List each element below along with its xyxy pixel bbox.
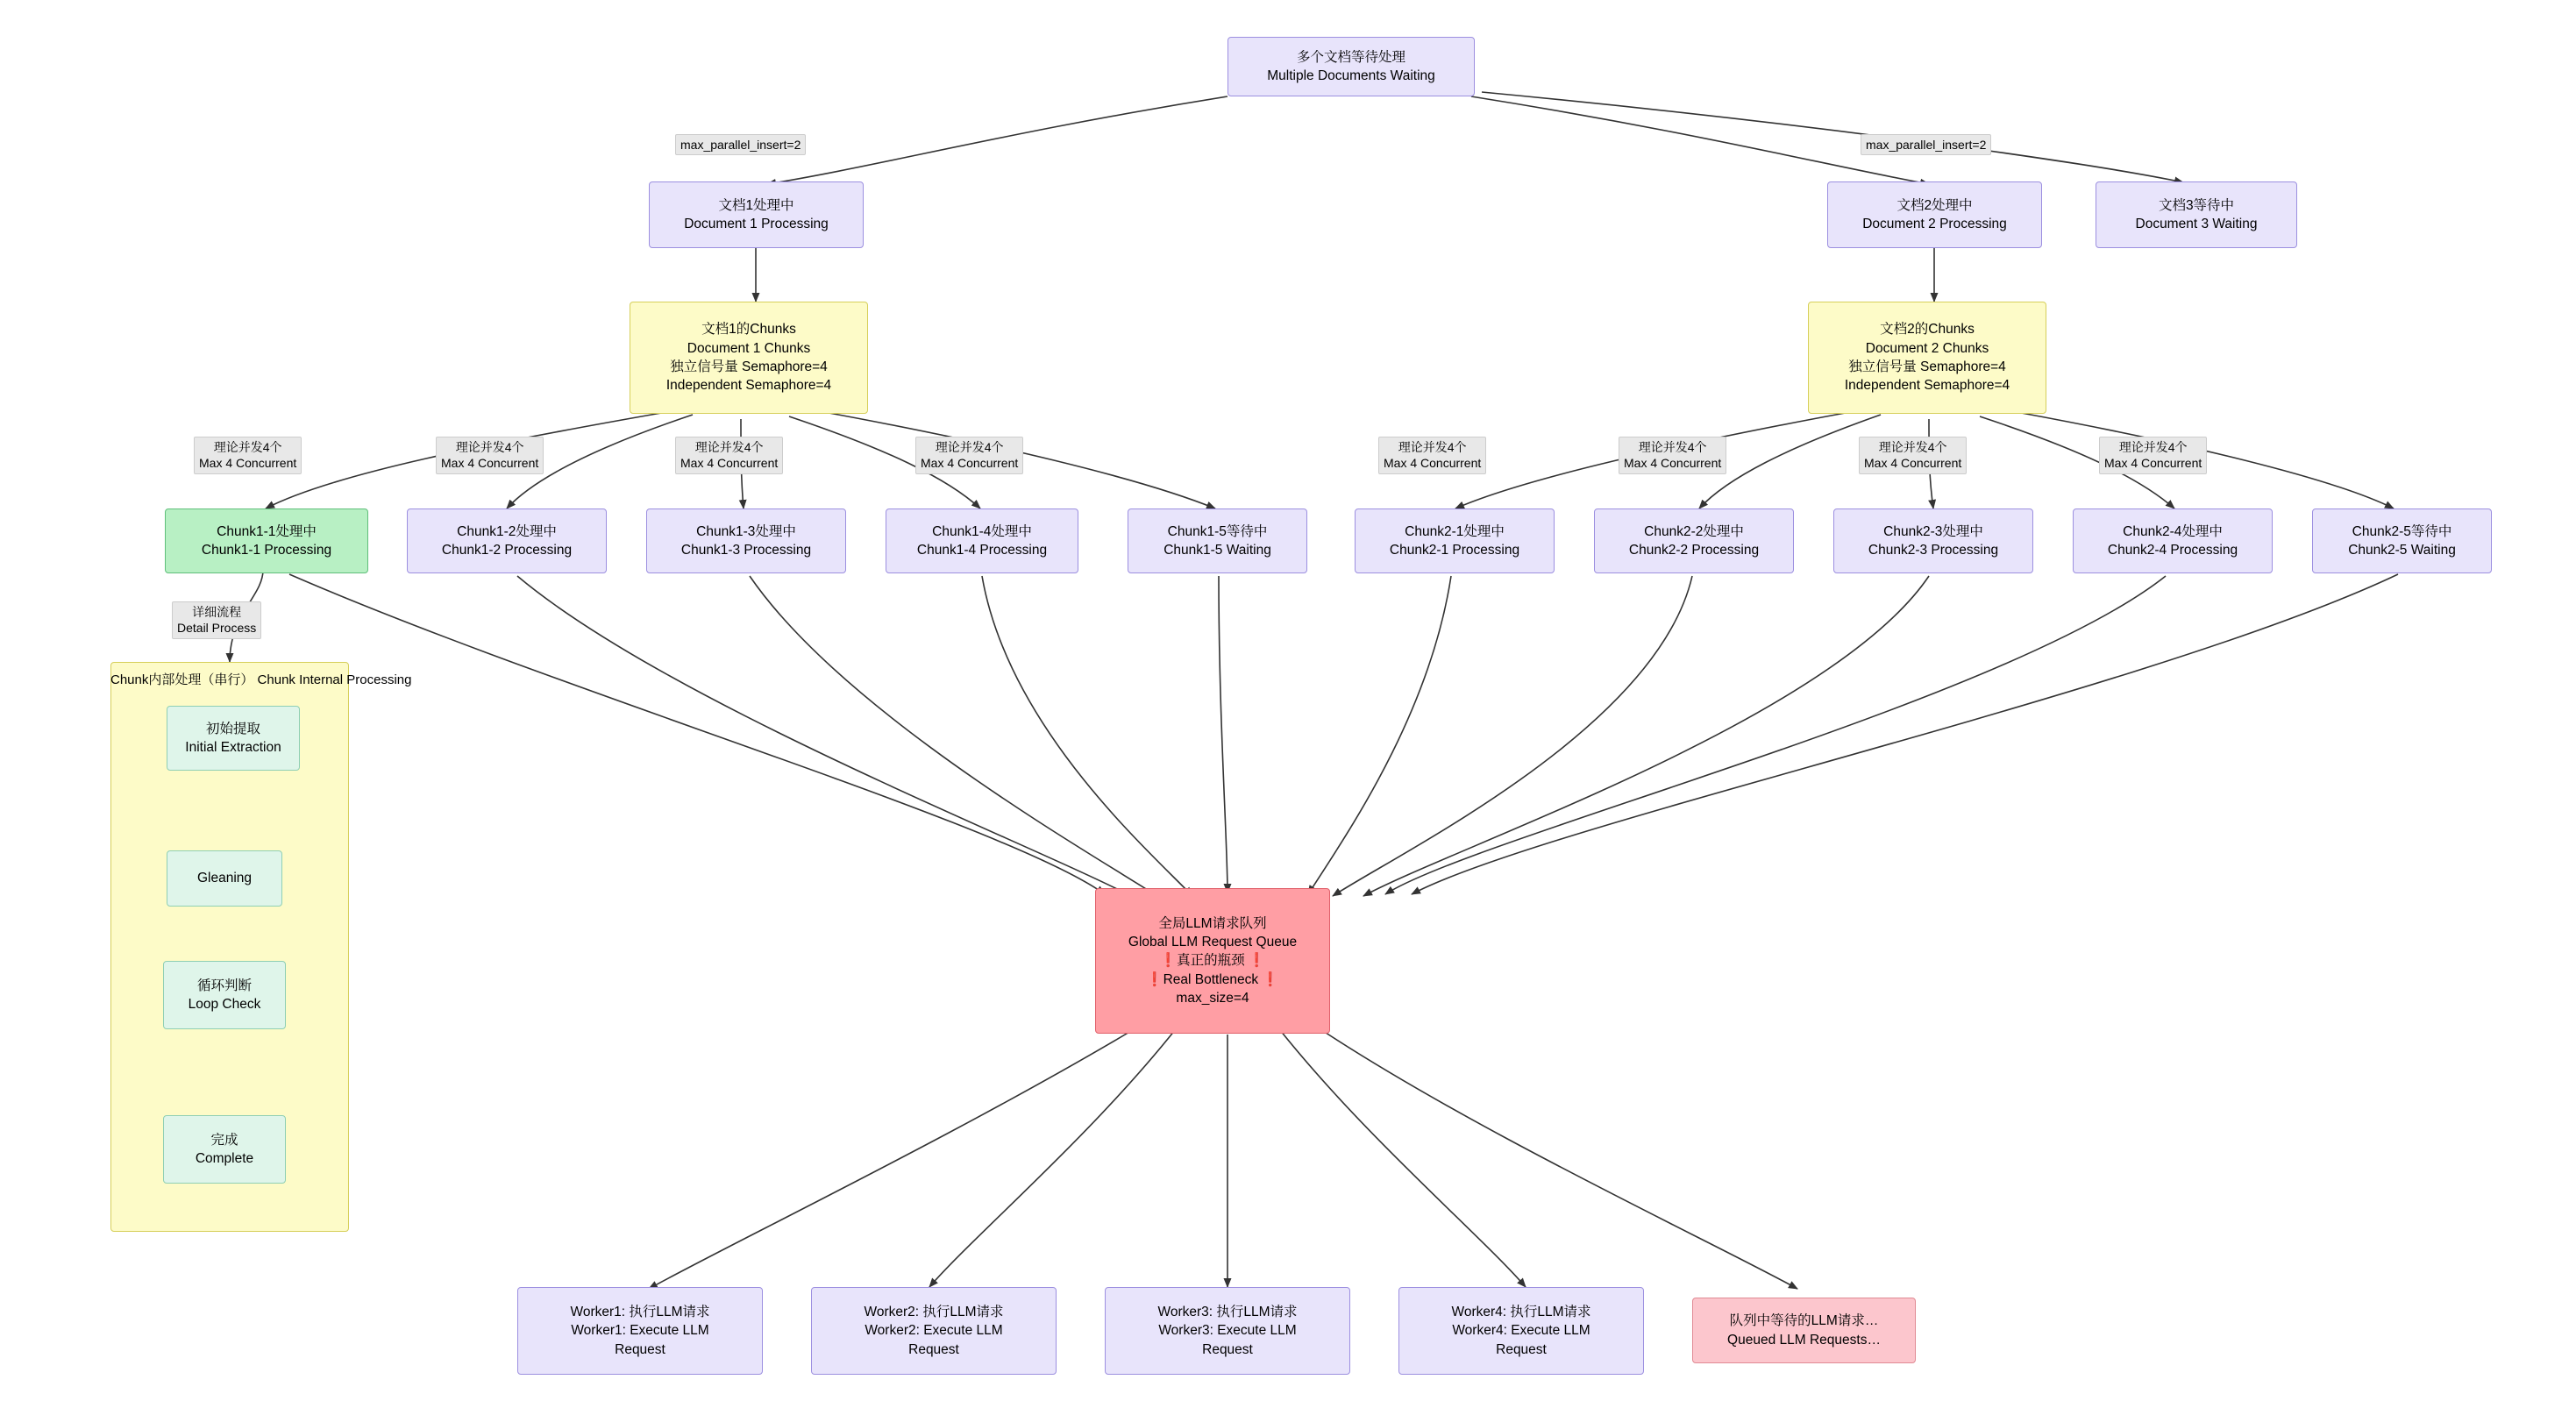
node-multiple-documents-waiting[interactable] (1228, 37, 1475, 96)
edge-label-max-4-concurrent-7: 理论并发4个 Max 4 Concurrent (1859, 437, 1967, 474)
node-line: 独立信号量 Semaphore=4 (670, 359, 828, 374)
node-line: Complete (195, 1151, 254, 1166)
node-line: Worker3: Execute LLM (1158, 1323, 1297, 1339)
node-line: 多个文档等待处理 (1296, 49, 1405, 65)
node-line: Worker3: 执行LLM请求 (1157, 1304, 1298, 1319)
node-line: ❗真正的瓶颈 ❗ (1159, 953, 1266, 969)
node-line: 全局LLM请求队列 (1158, 915, 1267, 931)
node-line: 文档1处理中 (718, 197, 794, 213)
node-document-1-processing[interactable] (649, 181, 864, 248)
node-line: Chunk2-1处理中 (1405, 523, 1505, 539)
node-line: Global LLM Request Queue (1128, 934, 1298, 949)
node-line: Chunk2-4 Processing (2107, 543, 2238, 558)
edge-label-max-4-concurrent-4: 理论并发4个 Max 4 Concurrent (915, 437, 1023, 474)
node-chunk2-4-processing[interactable] (2073, 508, 2273, 573)
node-document-3-waiting[interactable] (2096, 181, 2297, 248)
node-line: Chunk1-1处理中 (217, 523, 317, 539)
node-line: Chunk1-1 Processing (201, 543, 332, 558)
node-line: Chunk1-4处理中 (932, 523, 1032, 539)
node-line: 队列中等待的LLM请求… (1729, 1313, 1879, 1329)
node-line: Document 2 Chunks (1865, 340, 1989, 356)
node-worker1[interactable] (517, 1287, 763, 1375)
node-line: Chunk2-5 Waiting (2348, 543, 2456, 558)
node-document-2-chunks[interactable] (1808, 302, 2046, 414)
node-line: Request (615, 1341, 665, 1357)
node-line: Request (1496, 1341, 1547, 1357)
node-line: Document 2 Processing (1862, 217, 2007, 231)
node-line: Independent Semaphore=4 (665, 378, 832, 394)
node-line: Worker2: 执行LLM请求 (864, 1304, 1004, 1319)
node-line: Independent Semaphore=4 (1844, 378, 2010, 394)
cluster-label-line: Chunk Internal Processing (257, 672, 412, 687)
node-line: 文档2的Chunks (1880, 322, 1975, 338)
cluster-label-line: Chunk内部处理（串行） (110, 672, 254, 687)
node-line: Chunk1-3 Processing (680, 543, 812, 558)
node-line: Request (1202, 1341, 1253, 1357)
node-line: Chunk2-3处理中 (1883, 523, 1983, 539)
edge-label-max-4-concurrent-5: 理论并发4个 Max 4 Concurrent (1378, 437, 1486, 474)
node-line: 文档2处理中 (1896, 197, 1973, 213)
node-line: Loop Check (188, 997, 261, 1012)
node-line: Chunk2-5等待中 (2352, 523, 2452, 539)
node-gleaning[interactable] (167, 850, 282, 907)
edge-label-detail-process: 详细流程 Detail Process (172, 601, 261, 639)
node-line: 文档1的Chunks (701, 322, 796, 338)
node-worker2[interactable] (811, 1287, 1057, 1375)
node-chunk1-1-processing[interactable] (165, 508, 368, 573)
node-chunk2-1-processing[interactable] (1355, 508, 1555, 573)
node-line: Chunk2-2 Processing (1628, 543, 1760, 558)
node-line: Worker4: 执行LLM请求 (1451, 1304, 1591, 1319)
node-line: Chunk1-4 Processing (916, 543, 1048, 558)
node-complete[interactable] (163, 1115, 286, 1184)
node-line: Document 1 Chunks (687, 340, 811, 356)
edge-label-max-parallel-insert-left: max_parallel_insert=2 (675, 134, 806, 155)
node-line: ❗Real Bottleneck ❗ (1146, 971, 1279, 987)
node-line: Worker1: Execute LLM (571, 1323, 709, 1339)
node-line: Document 1 Processing (684, 217, 829, 231)
node-line: Chunk1-5等待中 (1167, 523, 1268, 539)
node-line: Worker2: Execute LLM (865, 1323, 1003, 1339)
node-initial-extraction[interactable] (167, 706, 300, 771)
node-global-llm-request-queue[interactable] (1095, 888, 1330, 1034)
node-worker4[interactable] (1398, 1287, 1644, 1375)
node-line: Chunk1-5 Waiting (1163, 543, 1271, 558)
node-document-2-processing[interactable] (1827, 181, 2042, 248)
edge-label-max-4-concurrent-8: 理论并发4个 Max 4 Concurrent (2099, 437, 2207, 474)
edge-label-max-4-concurrent-1: 理论并发4个 Max 4 Concurrent (194, 437, 302, 474)
node-line: Request (908, 1341, 959, 1357)
node-line: max_size=4 (1176, 991, 1249, 1006)
node-loop-check[interactable] (163, 961, 286, 1029)
edge-label-max-parallel-insert-right: max_parallel_insert=2 (1861, 134, 1991, 155)
node-queued-llm-requests[interactable] (1692, 1298, 1916, 1363)
node-line: 文档3等待中 (2158, 197, 2235, 213)
edge-label-max-4-concurrent-6: 理论并发4个 Max 4 Concurrent (1619, 437, 1726, 474)
node-chunk1-3-processing[interactable] (646, 508, 846, 573)
node-line: Gleaning (196, 871, 253, 886)
node-line: Chunk2-2处理中 (1644, 523, 1744, 539)
node-chunk1-2-processing[interactable] (407, 508, 607, 573)
node-line: Chunk1-2 Processing (441, 543, 573, 558)
node-line: 完成 (210, 1132, 238, 1148)
node-line: Chunk2-3 Processing (1868, 543, 1999, 558)
node-chunk2-2-processing[interactable] (1594, 508, 1794, 573)
node-line: 循环判断 (196, 978, 252, 993)
node-line: Multiple Documents Waiting (1267, 68, 1435, 83)
node-line: 初始提取 (205, 721, 260, 736)
edge-label-max-4-concurrent-3: 理论并发4个 Max 4 Concurrent (675, 437, 783, 474)
node-line: 独立信号量 Semaphore=4 (1848, 359, 2006, 374)
node-line: Chunk2-1 Processing (1389, 543, 1520, 558)
node-line: Chunk1-2处理中 (457, 523, 557, 539)
node-chunk1-4-processing[interactable] (886, 508, 1078, 573)
node-line: Document 3 Waiting (2135, 217, 2258, 231)
node-chunk1-5-waiting[interactable] (1128, 508, 1307, 573)
node-chunk2-3-processing[interactable] (1833, 508, 2033, 573)
node-line: Chunk2-4处理中 (2123, 523, 2223, 539)
node-line: Initial Extraction (185, 740, 281, 755)
node-line: Queued LLM Requests… (1727, 1332, 1881, 1348)
node-line: Chunk1-3处理中 (696, 523, 796, 539)
edge-label-max-4-concurrent-2: 理论并发4个 Max 4 Concurrent (436, 437, 544, 474)
node-line: Worker1: 执行LLM请求 (570, 1304, 710, 1319)
node-chunk2-5-waiting[interactable] (2312, 508, 2492, 573)
node-worker3[interactable] (1105, 1287, 1350, 1375)
node-document-1-chunks[interactable] (630, 302, 868, 414)
node-line: Worker4: Execute LLM (1452, 1323, 1590, 1339)
cluster-label (110, 672, 412, 689)
